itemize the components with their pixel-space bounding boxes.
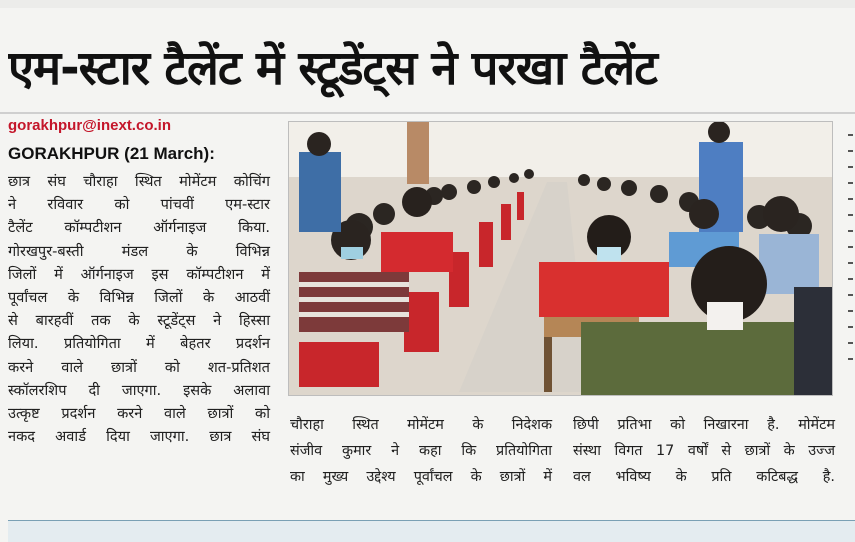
dateline: GORAKHPUR (21 March): (8, 144, 215, 163)
reporter-email: gorakhpur@inext.co.in (8, 117, 171, 134)
text-line: छिपी प्रतिभा को निखारना है. मोमेंटम (573, 417, 835, 433)
headline: एम-स्टार टैलेंट में स्टूडेंट्स ने परखा टैलेंट (8, 41, 657, 96)
text-line: ने रविवार को पांचवीं एम-स्टार (8, 196, 270, 214)
next-article-edge (8, 520, 855, 542)
exam-hall-photo (288, 121, 833, 396)
previous-article-edge (0, 0, 855, 8)
article-column-1 (8, 170, 270, 448)
text-line: का मुख्य उद्देश्य पूर्वांचल के छात्रों में (290, 469, 552, 485)
article-column-2 (290, 412, 552, 490)
text-line: संजीव कुमार ने कहा कि प्रतियोगिता (290, 443, 552, 459)
text-line: टैलेंट कॉम्पटीशन ऑर्गनाइज किया. (8, 219, 270, 237)
text-line: उत्कृष्ट प्रदर्शन करने वाले छात्रों को (8, 405, 270, 423)
text-line: गोरखपुर-बस्ती मंडल के विभिन्न (8, 242, 270, 260)
text-line: करने वाले छात्रों को शत-प्रतिशत (8, 358, 270, 376)
text-line: छात्र संघ चौराहा स्थित मोमेंटम कोचिंग (8, 173, 270, 190)
text-line: स्कॉलरशिप दी जाएगा. इसके अलावा (8, 381, 270, 399)
text-line: पूर्वांचल के विभिन्न जिलों के आठवीं (8, 289, 270, 307)
adjacent-column-edge (846, 120, 855, 420)
text-line: नकद अवार्ड दिया जाएगा. छात्र संघ (8, 428, 270, 446)
text-line: वल भविष्य के प्रति कटिबद्ध है. (573, 469, 835, 485)
text-line: लिया. प्रतियोगिता में बेहतर प्रदर्शन (8, 335, 270, 353)
text-line: जिलों में ऑर्गनाइज इस कॉम्पटीशन में (8, 265, 270, 283)
article-column-3 (573, 412, 835, 490)
text-line: से बारहवीं तक के स्टूडेंट्स ने हिस्सा (8, 312, 270, 330)
text-line: चौराहा स्थित मोमेंटम के निदेशक (290, 417, 552, 433)
headline-rule (0, 112, 855, 114)
text-line: संस्था विगत 17 वर्षों से छात्रों के उज्ज (573, 443, 835, 459)
